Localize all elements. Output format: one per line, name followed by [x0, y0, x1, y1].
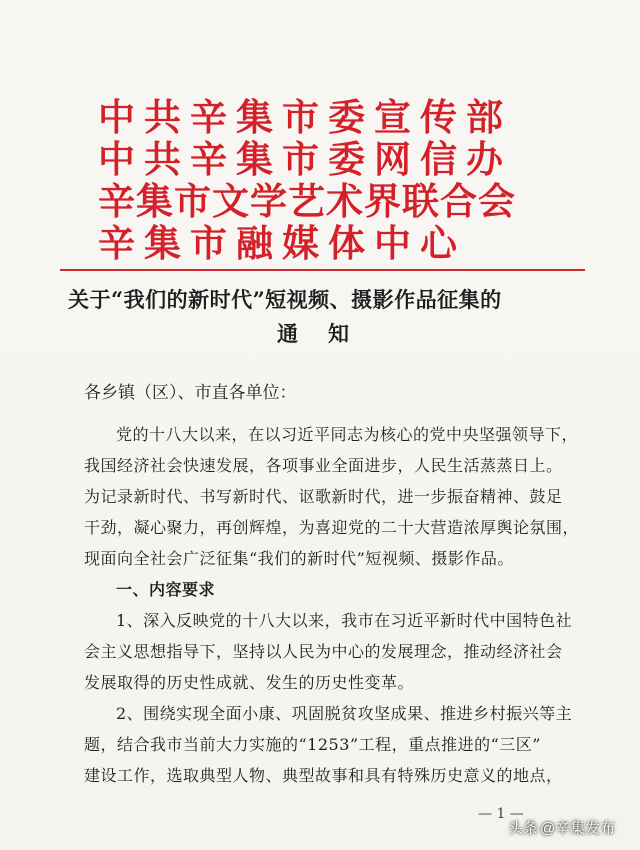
body-line: 1、深入反映党的十八大以来，我市在习近平新时代中国特色社 — [116, 611, 573, 630]
letterhead-line-2: 中共辛集市委网信办 — [98, 137, 512, 181]
salutation: 各乡镇（区）、市直各单位： — [84, 383, 297, 403]
notice-title-line-1: 关于“我们的新时代”短视频、摄影作品征集的 — [68, 287, 502, 312]
red-divider-rule — [60, 269, 585, 271]
letterhead-line-4: 辛集市融媒体中心 — [98, 221, 466, 265]
body-line: 党的十八大以来，在以习近平同志为核心的党中央坚强领导下， — [116, 425, 579, 444]
watermark-account: @辛集发布 — [540, 819, 616, 837]
body-line: 我国经济社会快速发展，各项事业全面进步，人民生活蒸蒸日上。 — [84, 456, 563, 475]
body-line: 发展取得的历史性成就、发生的历史性变革。 — [84, 673, 415, 692]
body-line: 为记录新时代、书写新时代、讴歌新时代，进一步振奋精神、鼓足 — [84, 487, 563, 506]
body-text — [84, 419, 584, 791]
source-watermark — [508, 815, 617, 839]
section-heading: 一、内容要求 — [116, 580, 216, 599]
letterhead — [98, 96, 558, 264]
notice-title-line-2: 通知 — [277, 321, 379, 346]
watermark-platform: 头条 — [508, 819, 539, 837]
body-line: 干劲，凝心聚力，再创辉煌，为喜迎党的二十大营造浓厚舆论氛围， — [84, 518, 580, 537]
letterhead-line-3: 辛集市文学艺术界联合会 — [98, 179, 516, 223]
body-line: 建设工作，选取典型人物、典型故事和具有特殊历史意义的地点， — [84, 766, 563, 785]
letterhead-line-1: 中共辛集市委宣传部 — [98, 95, 512, 139]
page-number: — 1 — — [478, 806, 524, 822]
body-line: 2、围绕实现全面小康、巩固脱贫攻坚成果、推进乡村振兴等主 — [116, 704, 573, 723]
body-line: 会主义思想指导下，坚持以人民为中心的发展理念，推动经济社会 — [84, 642, 563, 661]
body-line: 现面向全社会广泛征集“我们的新时代”短视频、摄影作品。 — [84, 549, 514, 568]
body-line: 题，结合我市当前大力实施的“1253”工程，重点推进的“三区” — [84, 735, 541, 754]
